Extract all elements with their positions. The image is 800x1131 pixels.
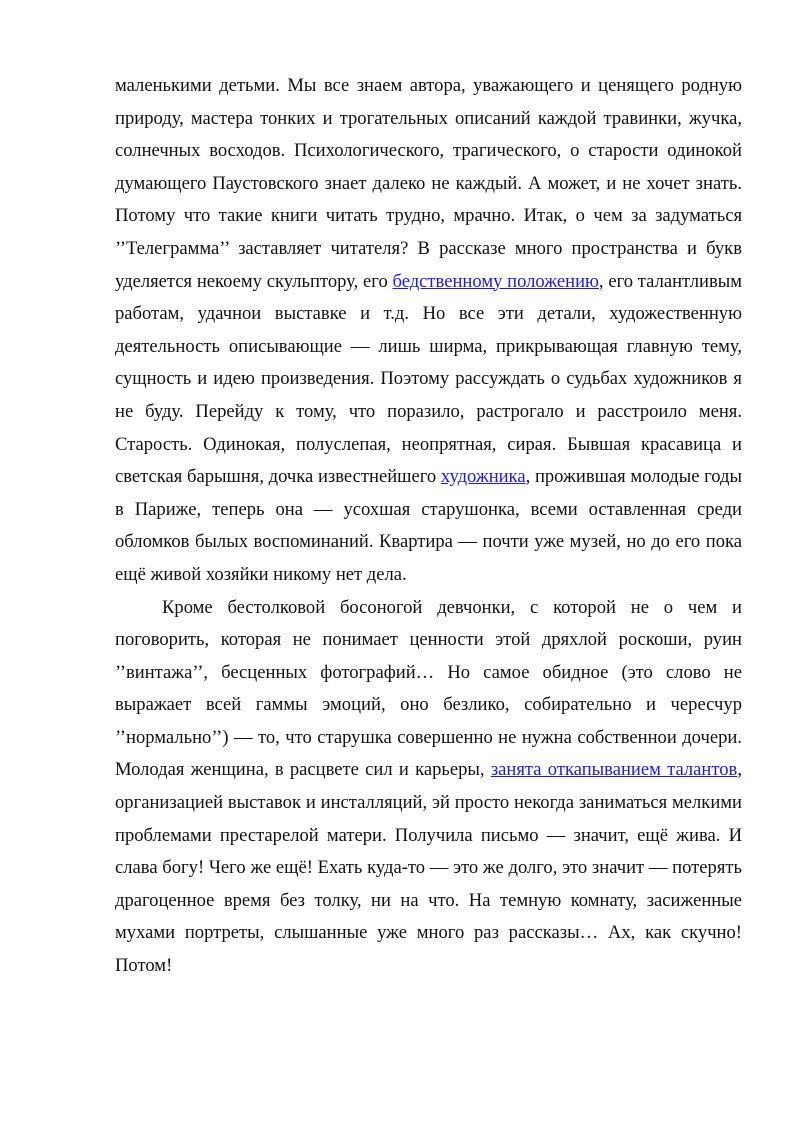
- text-run: , прожившая молодые годы в Париже, теперь она — усохшая старушонка, всеми оставленная среди обломков былых воспоминаний. Квартира — почти уже музей, но до его пока ещё живой хозяйки никому нет дела.: [115, 466, 742, 585]
- document-page: [115, 70, 742, 983]
- text-run: Кроме бестолковой босоногой девчонки, с которой не о чем и поговорить, которая не понимает ценности этой дряхлой роскоши, руин ’’винтажа’’, бесценных фотографий… Но самое обидное (это слово не выражает всей гаммы эмоций, оно безлико, собирательно и чересчур ’’нормально’’) — то, что старушка совершенно не нужна собственнои дочери. Молодая женщина, в расцвете сил и карьеры,: [115, 596, 742, 781]
- link-khudozhnika[interactable]: художника: [440, 466, 526, 488]
- text-run: , организацией выставок и инсталляций, эй просто некогда заниматься мелкими проблемами престарелой матери. Получила письмо — значит, ещё жива. И слава богу! Чего же ещё! Ехать куда-то — это же долго, это значит — потерять драгоценное время без толку, ни на что. На темную комнату, засиженные мухами портреты, слышанные уже много раз рассказы… Ах, как скучно! Потом!: [115, 759, 742, 977]
- link-zanyata-otkapyvaniem-talantov[interactable]: занята откапыванием талантов: [490, 759, 738, 781]
- paragraph-1: [115, 70, 742, 592]
- text-run: , его талантливым работам, удачнои выставке и т.д. Но все эти детали, художественную деятельность описывающие — лишь ширма, прикрывающая главную тему, сущность и идею произведения. Поэтому рассуждать о судьбах художников я не буду. Перейду к тому, что поразило, растрогало и расстроило меня. Старость. Одинокая, полуслепая, неопрятная, сирая. Бывшая красавица и светская барышня, дочка известнейшего: [115, 270, 742, 488]
- link-bedstvennomu-polozheniyu[interactable]: бедственному положению: [392, 270, 599, 292]
- text-run: маленькими детьми. Мы все знаем автора, уважающего и ценящего родную природу, мастера тонких и трогательных описаний каждой травинки, жучка, солнечных восходов. Психологического, трагического, о старости одинокой думающего Паустовского знает далеко не каждый. А может, и не хочет знать. Потому что такие книги читать трудно, мрачно. Итак, о чем за задуматься ’’Телеграмма’’ заставляет читателя? В рассказе много пространства и букв уделяется некоему скульптору, его: [115, 75, 742, 292]
- paragraph-2: [115, 592, 742, 983]
